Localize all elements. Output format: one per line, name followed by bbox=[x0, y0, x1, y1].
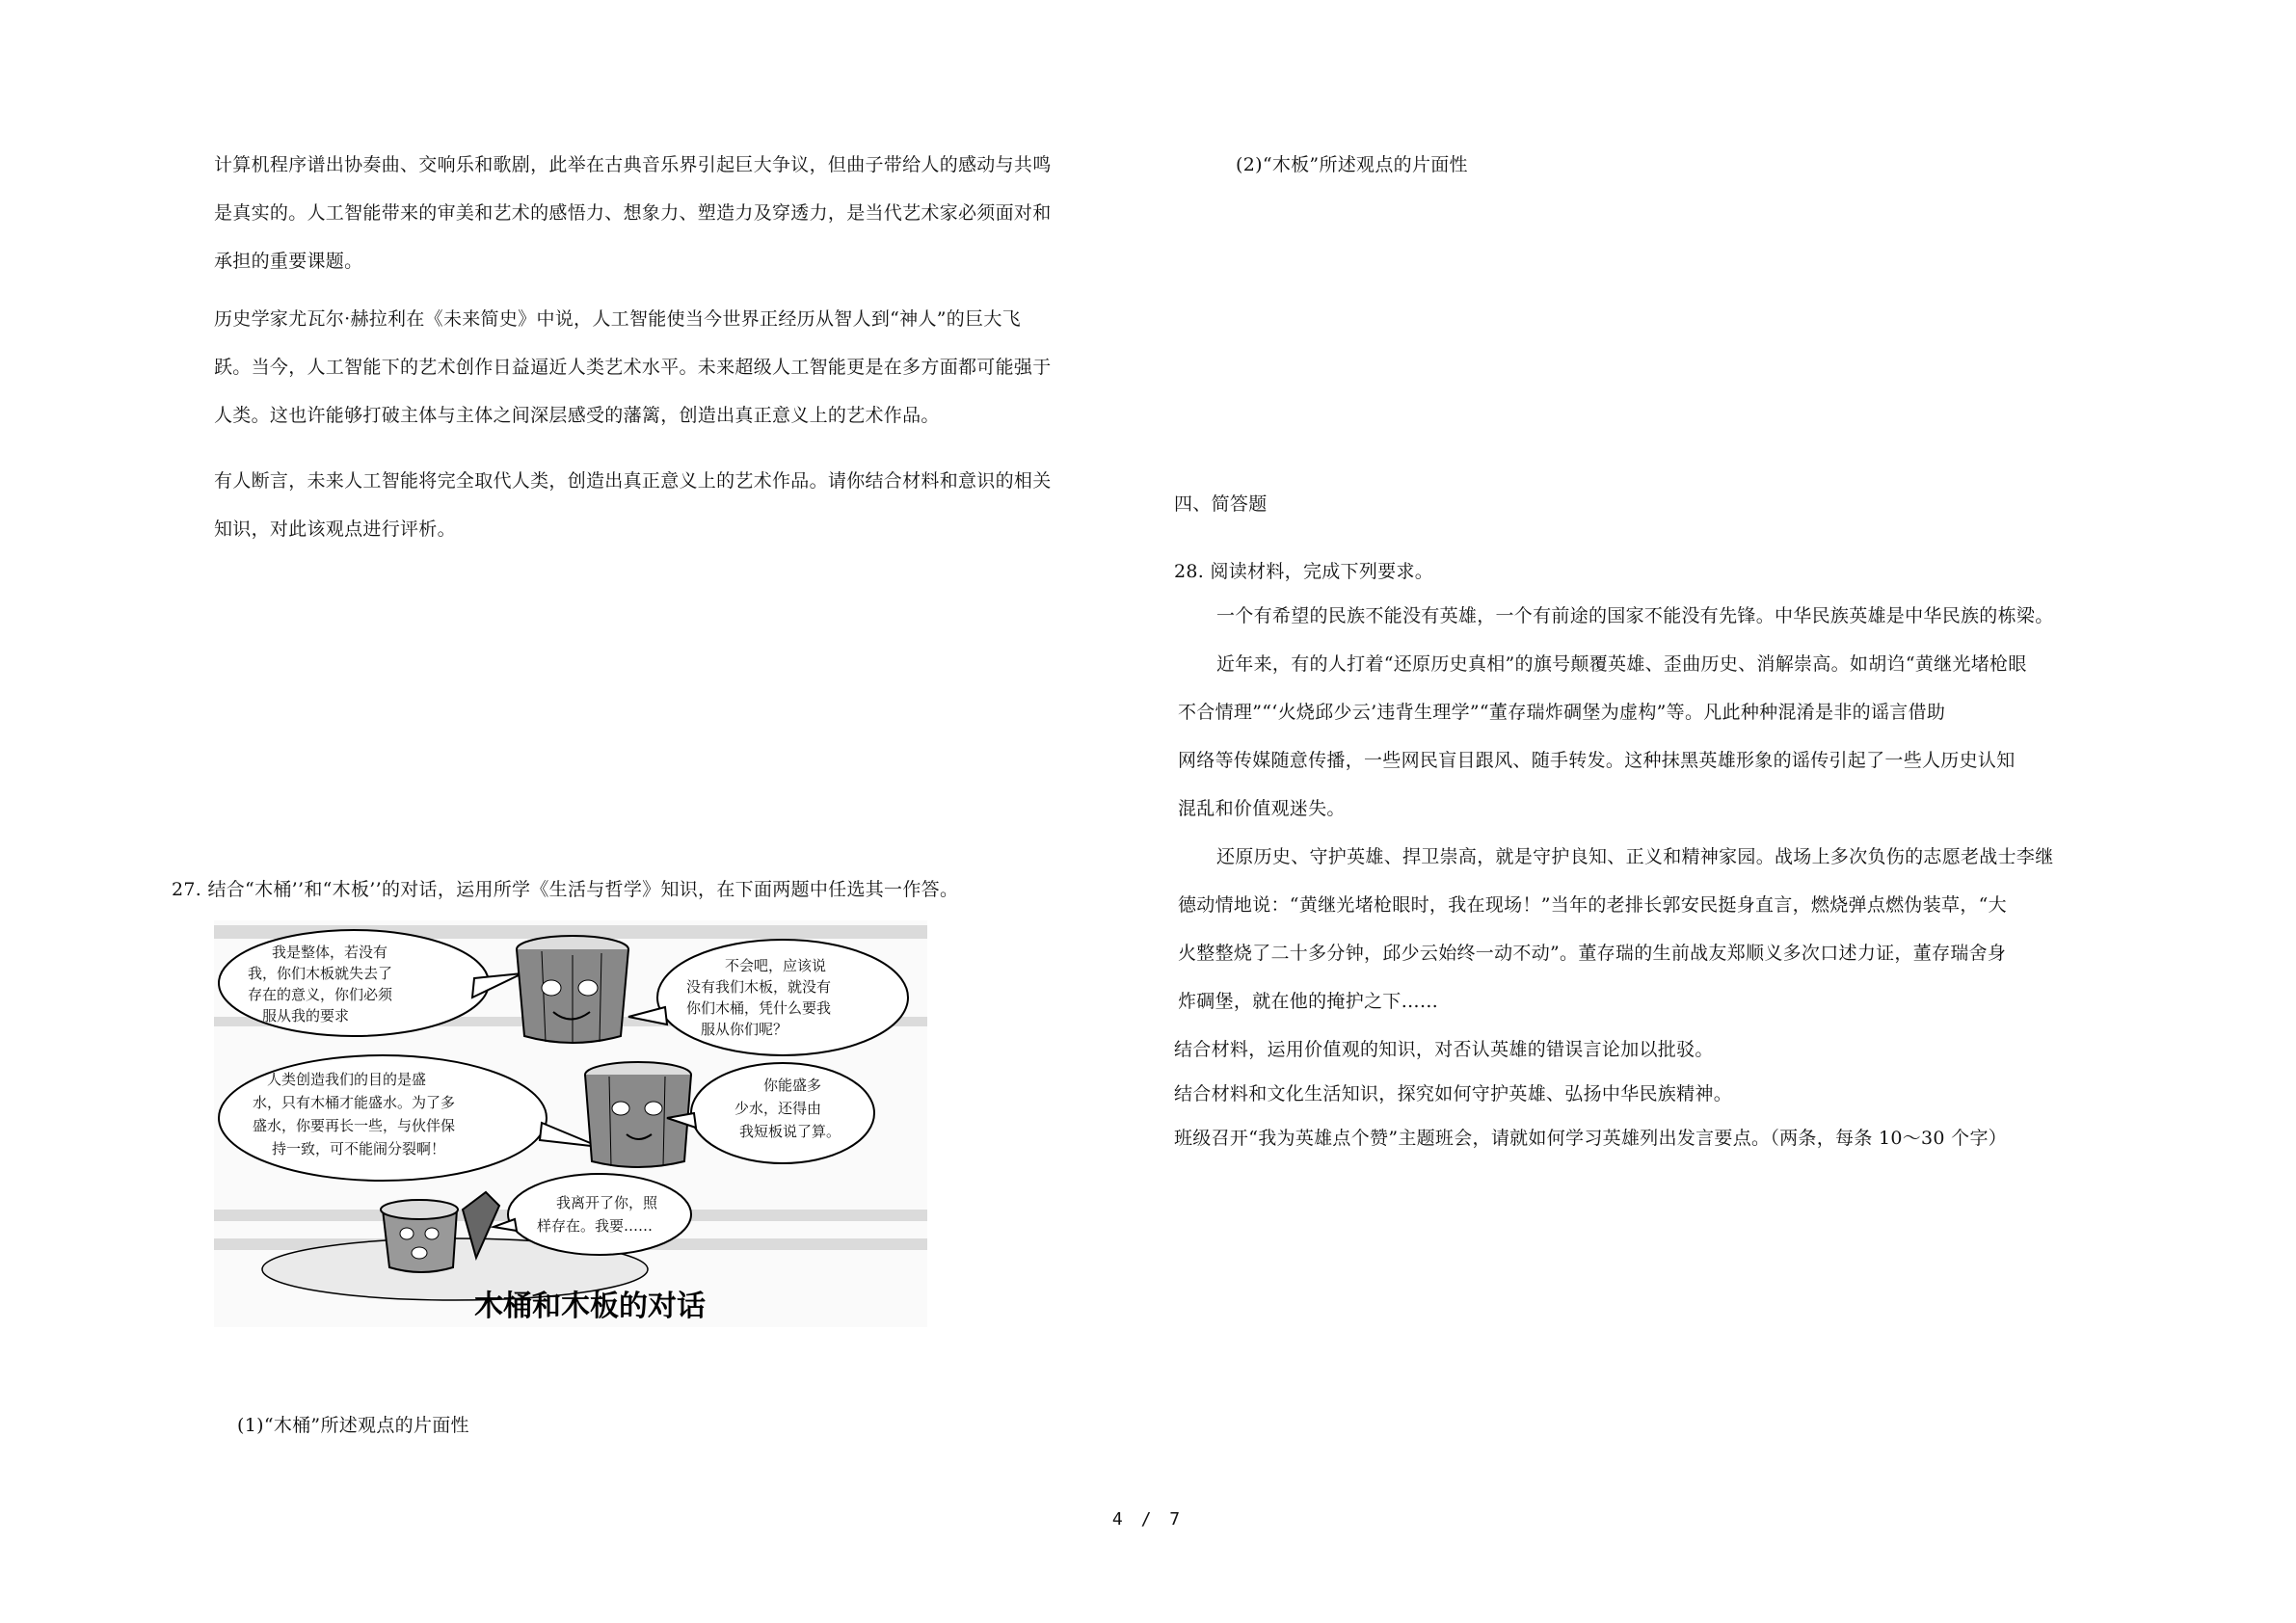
material-line: 炸碉堡，就在他的掩护之下…… bbox=[1178, 991, 1439, 1012]
question-28 bbox=[1174, 547, 2157, 596]
question-27-1-text: (1)“木桶”所述观点的片面性 bbox=[237, 1415, 469, 1436]
material-line: 混乱和价值观迷失。 bbox=[1178, 798, 1346, 819]
bubble-1-line: 我，你们木板就失去了 bbox=[248, 965, 393, 982]
text-line: 知识，对此该观点进行评析。 bbox=[214, 519, 456, 540]
material-line: 不合情理”“‘火烧邱少云’违背生理学”“董存瑞炸碉堡为虚构”等。凡此种种混淆是非的谣言借助 bbox=[1178, 702, 1946, 723]
question-28-text: 28. 阅读材料，完成下列要求。 bbox=[1174, 561, 1434, 582]
bubble-2-line: 服从你们呢？ bbox=[701, 1021, 788, 1038]
requirement-1: 结合材料，运用价值观的知识，对否认英雄的错误言论加以批驳。 bbox=[1174, 1039, 1714, 1060]
barrel-and-plank-cartoon bbox=[214, 920, 927, 1327]
bubble-2-line: 不会吧，应该说 bbox=[725, 957, 827, 974]
bubble-2-line: 没有我们木板，就没有 bbox=[686, 978, 832, 996]
question-27-text: 27. 结合“木桶’’和“木板’’的对话，运用所学《生活与哲学》知识，在下面两题中任选其一作答。 bbox=[172, 879, 959, 900]
bubble-2-line: 你们木桶，凭什么要我 bbox=[686, 999, 832, 1017]
bubble-3-line: 持一致，可不能闹分裂啊！ bbox=[272, 1140, 446, 1157]
left-para-2 bbox=[214, 295, 1139, 439]
bubble-4-line: 我短板说了算。 bbox=[739, 1123, 841, 1140]
barrel-icon bbox=[585, 1062, 691, 1167]
bubble-3-line: 盛水，你要再长一些，与伙伴保 bbox=[253, 1117, 456, 1134]
bubble-5-line: 样存在。我要…… bbox=[537, 1217, 654, 1235]
bubble-1-line: 服从我的要求 bbox=[262, 1007, 350, 1024]
text-line: 计算机程序谱出协奏曲、交响乐和歌剧，此举在古典音乐界引起巨大争议，但曲子带给人的感动与共鸣 bbox=[214, 154, 1052, 175]
text-line: 是真实的。人工智能带来的审美和艺术的感悟力、想象力、塑造力及穿透力，是当代艺术家必须面对和 bbox=[214, 202, 1052, 224]
text-line: 历史学家尤瓦尔·赫拉利在《未来简史》中说，人工智能使当今世界正经历从智人到“神人”的巨大飞 bbox=[214, 308, 1021, 330]
material-line: 一个有希望的民族不能没有英雄，一个有前途的国家不能没有先锋。中华民族英雄是中华民族的栋梁。 bbox=[1216, 605, 2054, 626]
bubble-3-line: 人类创造我们的目的是盛 bbox=[267, 1071, 427, 1088]
text-line: 有人断言，未来人工智能将完全取代人类，创造出真正意义上的艺术作品。请你结合材料和意识的相关 bbox=[214, 470, 1052, 492]
material-line: 还原历史、守护英雄、捍卫崇高，就是守护良知、正义和精神家园。战场上多次负伤的志愿老战士李继 bbox=[1216, 846, 2054, 867]
section-4-text: 四、简答题 bbox=[1174, 493, 1268, 515]
question-27-2 bbox=[1236, 141, 2103, 189]
bubble-5-line: 我离开了你，照 bbox=[556, 1194, 658, 1211]
material-block bbox=[1178, 592, 2161, 1025]
bubble-4-line: 你能盛多 bbox=[763, 1077, 822, 1094]
question-27-2-text: (2)“木板”所述观点的片面性 bbox=[1236, 154, 1468, 175]
material-line: 火整整烧了二十多分钟，邱少云始终一动不动”。董存瑞的生前战友郑顺义多次口述力证，董存瑞舍身 bbox=[1178, 943, 2007, 964]
text-line: 承担的重要课题。 bbox=[214, 251, 363, 272]
left-para-3 bbox=[214, 457, 1139, 553]
requirements bbox=[1174, 1027, 2157, 1160]
text-line: 跃。当今，人工智能下的艺术创作日益逼近人类艺术水平。未来超级人工智能更是在多方面都可能强于 bbox=[214, 357, 1052, 378]
material-line: 近年来，有的人打着“还原历史真相”的旗号颠覆英雄、歪曲历史、消解崇高。如胡诌“黄继光堵枪眼 bbox=[1216, 653, 2027, 675]
left-para-1 bbox=[214, 141, 1139, 285]
bubble-1-line: 我是整体，若没有 bbox=[272, 944, 388, 961]
barrel-icon bbox=[517, 936, 628, 1044]
material-line: 网络等传媒随意传播，一些网民盲目跟风、随手转发。这种抹黑英雄形象的谣传引起了一些人历史认知 bbox=[1178, 750, 2016, 771]
requirement-3: 班级召开“我为英雄点个赞”主题班会，请就如何学习英雄列出发言要点。（两条，每条 10～30 个字） bbox=[1174, 1128, 2008, 1149]
section-4-heading bbox=[1174, 480, 2042, 528]
bubble-3-line: 水，只有木桶才能盛水。为了多 bbox=[253, 1094, 456, 1111]
requirement-2: 结合材料和文化生活知识，探究如何守护英雄、弘扬中华民族精神。 bbox=[1174, 1083, 1733, 1104]
question-27-1 bbox=[237, 1401, 1008, 1450]
bubble-4-line: 少水，还得由 bbox=[734, 1100, 822, 1117]
text-line: 人类。这也许能够打破主体与主体之间深层感受的藩篱，创造出真正意义上的艺术作品。 bbox=[214, 405, 940, 426]
page-number: 4 / 7 bbox=[1111, 1509, 1185, 1530]
question-27 bbox=[172, 865, 1135, 914]
cartoon-caption: 木桶和木板的对话 bbox=[474, 1290, 706, 1323]
bubble-1-line: 存在的意义，你们必须 bbox=[248, 986, 393, 1003]
material-line: 德动情地说：“黄继光堵枪眼时，我在现场！”当年的老排长郭安民挺身直言，燃烧弹点燃伪装草，“大 bbox=[1178, 894, 2007, 916]
